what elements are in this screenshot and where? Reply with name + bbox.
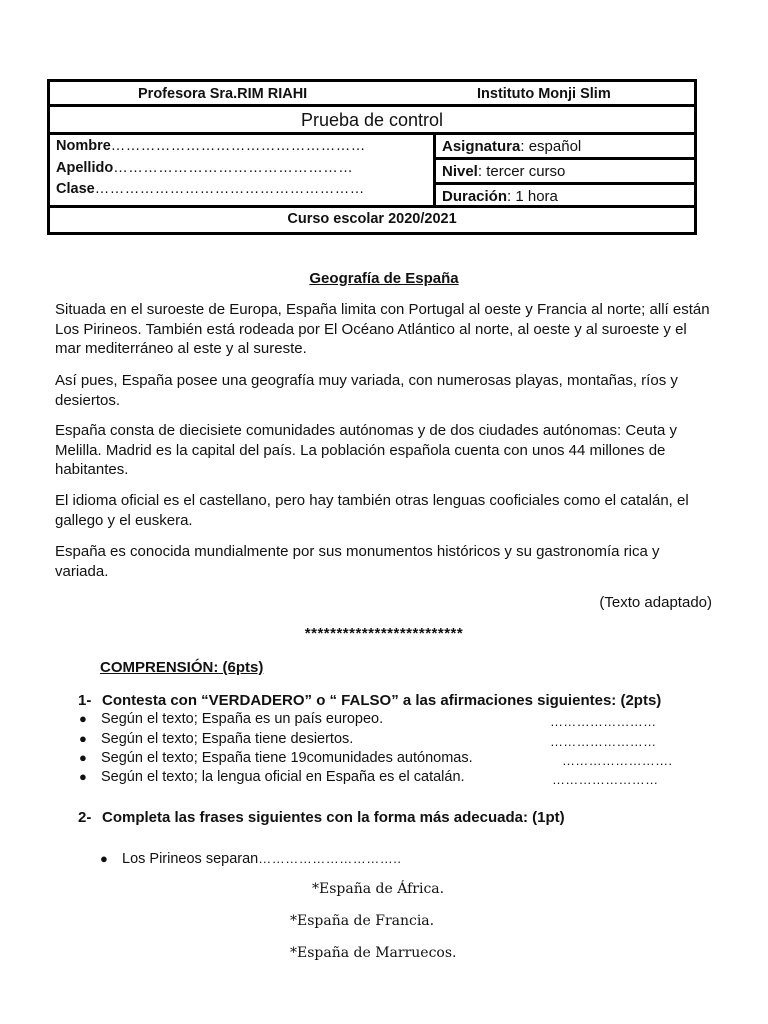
level-label: Nivel xyxy=(442,163,478,180)
bullet-icon: ● xyxy=(79,711,87,726)
answer-blank-1[interactable]: …………………… xyxy=(550,714,657,729)
surname-label: Apellido xyxy=(56,160,114,176)
name-blank[interactable]: …………………………………………… xyxy=(110,138,366,154)
option-2[interactable]: *España de Francia. xyxy=(290,913,435,929)
paragraph-4: El idioma oficial es el castellano, pero hay también otras lenguas cooficiales como el catalán, el gallego y el euskera. xyxy=(55,492,689,529)
question-1-text: Contesta con “VERDADERO” o “ FALSO” a las afirmaciones siguientes: (2pts) xyxy=(102,692,662,709)
class-label: Clase xyxy=(56,181,95,197)
question-1 xyxy=(78,692,661,709)
bullet-icon: ● xyxy=(79,731,87,746)
class-blank[interactable]: ……………………………………………… xyxy=(94,181,365,197)
exam-header-table xyxy=(47,79,697,235)
bullet-icon: ● xyxy=(100,851,108,866)
subject-value: : español xyxy=(520,138,582,155)
statement-3 xyxy=(79,750,473,766)
school-name: Instituto Monji Slim xyxy=(477,86,611,102)
course-info xyxy=(436,135,694,205)
subject-label: Asignatura xyxy=(442,138,521,155)
sentence-text: Los Pirineos separan xyxy=(122,851,259,867)
statement-2-text: Según el texto; España tiene desiertos. xyxy=(101,731,354,747)
paragraph-3: España consta de diecisiete comunidades autónomas y de dos ciudades autónomas: Ceuta y Melilla. Madrid es la capital del país. La población española cuenta con unos 44 millones de habitantes. xyxy=(55,422,678,478)
school-year: Curso escolar 2020/2021 xyxy=(287,211,457,227)
student-info-row xyxy=(50,135,694,208)
question-2 xyxy=(78,809,565,826)
statement-4-text: Según el texto; la lengua oficial en España es el catalán. xyxy=(101,769,465,785)
subject-cell xyxy=(436,135,694,160)
surname-field[interactable] xyxy=(56,160,353,176)
answer-blank-4[interactable]: …………………… xyxy=(552,772,659,787)
name-label: Nombre xyxy=(56,138,111,154)
header-row-top xyxy=(50,82,694,107)
separator: ************************* xyxy=(304,625,464,642)
level-value: : tercer curso xyxy=(477,163,566,180)
question-2-number: 2- xyxy=(78,809,92,826)
duration-label: Duración xyxy=(442,188,508,205)
option-1[interactable]: *España de África. xyxy=(312,881,445,897)
question-2-text: Completa las frases siguientes con la forma más adecuada: (1pt) xyxy=(102,809,565,826)
paragraph-2: Así pues, España posee una geografía muy variada, con numerosas playas, montañas, ríos y desiertos. xyxy=(55,372,678,409)
paragraph-1: Situada en el suroeste de Europa, España limita con Portugal al oeste y Francia al norte; allí están Los Pirineos. También está rodeada por El Océano Atlántico al norte, al oeste y al suroeste y el mar mediterráneo al este y al sureste. xyxy=(55,301,710,357)
student-fields xyxy=(50,135,436,205)
exam-title: Prueba de control xyxy=(50,107,694,135)
class-field[interactable] xyxy=(56,181,365,197)
sentence-item xyxy=(100,851,401,867)
paragraph-5: España es conocida mundialmente por sus monumentos históricos y su gastronomía rica y variada. xyxy=(55,543,660,580)
answer-blank-3[interactable]: ……………………. xyxy=(562,753,673,768)
statement-2 xyxy=(79,731,353,747)
answer-blank-2[interactable]: …………………… xyxy=(550,734,657,749)
teacher-name: Profesora Sra.RIM RIAHI xyxy=(138,86,308,102)
comprehension-heading: COMPRENSIÓN: (6pts) xyxy=(100,659,264,676)
duration-value: : 1 hora xyxy=(507,188,558,205)
question-1-number: 1- xyxy=(78,692,92,709)
level-cell xyxy=(436,160,694,185)
statement-1-text: Según el texto; España es un país europeo. xyxy=(101,711,384,727)
statement-4 xyxy=(79,769,465,785)
option-3[interactable]: *España de Marruecos. xyxy=(290,945,457,961)
reading-title: Geografía de España xyxy=(309,270,459,287)
bullet-icon: ● xyxy=(79,750,87,765)
statement-3-text: Según el texto; España tiene 19comunidades autónomas. xyxy=(101,750,473,766)
source-note: (Texto adaptado) xyxy=(599,594,712,611)
surname-blank[interactable]: ………………………………………… xyxy=(113,160,354,176)
sentence-blank[interactable]: ………………………….. xyxy=(258,851,402,866)
statement-1 xyxy=(79,711,383,727)
duration-cell xyxy=(436,185,694,210)
bullet-icon: ● xyxy=(79,769,87,784)
name-field[interactable] xyxy=(56,138,366,154)
